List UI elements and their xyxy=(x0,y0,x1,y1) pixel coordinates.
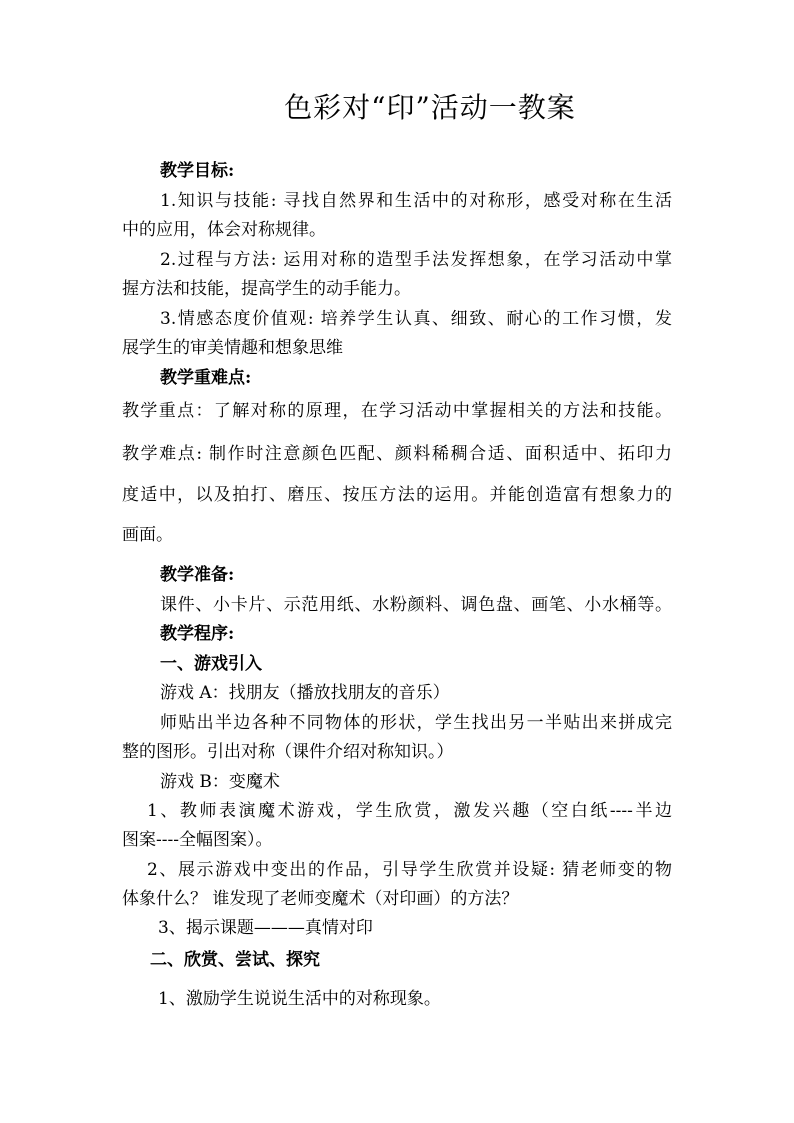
teaching-difficulty-line-3: 画面。 xyxy=(122,525,173,545)
objectives-heading: 教学目标: xyxy=(160,161,235,181)
step-1-line-2: 图案----全幅图案）。 xyxy=(122,830,273,850)
step-1-line-1: 1、教师表演魔术游戏，学生欣赏，激发兴趣（空白纸----半边 xyxy=(147,801,672,821)
teaching-difficulty-line-2: 度适中，以及拍打、磨压、按压方法的运用。并能创造富有想象力的 xyxy=(122,485,672,505)
objective-3-line-1: 3.情感态度价值观: 培养学生认真、细致、耐心的工作习惯，发 xyxy=(160,309,672,329)
objective-1-line-1: 1.知识与技能: 寻找自然界和生活中的对称形，感受对称在生活 xyxy=(160,191,672,211)
part-1-heading: 一、游戏引入 xyxy=(160,654,262,674)
step-2-line-2: 体象什么？ 谁发现了老师变魔术（对印画）的方法？ xyxy=(122,889,519,909)
document-title: 色彩对“印”活动一教案 xyxy=(284,91,576,124)
part-2-step-1: 1、激励学生说说生活中的对称现象。 xyxy=(158,989,441,1009)
objective-1-line-2: 中的应用，体会对称规律。 xyxy=(122,220,326,240)
part-2-heading: 二、欣赏、尝试、探究 xyxy=(150,950,320,970)
teaching-difficulty-line-1: 教学难点: 制作时注意颜色匹配、颜料稀稠合适、面积适中、拓印力 xyxy=(122,444,672,464)
preparation-content: 课件、小卡片、示范用纸、水粉颜料、调色盘、画笔、小水桶等。 xyxy=(160,595,672,615)
game-a-desc-line-2: 整的图形。引出对称（课件介绍对称知识。） xyxy=(122,742,454,762)
step-3: 3、揭示课题———真情对印 xyxy=(158,918,373,938)
objective-3-line-2: 展学生的审美情趣和想象思维 xyxy=(122,338,343,358)
objective-2-line-2: 握方法和技能，提高学生的动手能力。 xyxy=(122,279,411,299)
preparation-heading: 教学准备: xyxy=(160,565,235,585)
game-b: 游戏 B：变魔术 xyxy=(160,772,280,792)
procedure-heading: 教学程序: xyxy=(160,624,235,644)
step-2-line-1: 2、展示游戏中变出的作品，引导学生欣赏并设疑: 猜老师变的物 xyxy=(147,860,672,880)
game-a-desc-line-1: 师贴出半边各种不同物体的形状，学生找出另一半贴出来拼成完 xyxy=(160,713,672,733)
key-points-heading: 教学重难点: xyxy=(160,368,252,388)
game-a: 游戏 A：找朋友（播放找朋友的音乐） xyxy=(160,683,450,703)
teaching-focus: 教学重点：了解对称的原理，在学习活动中掌握相关的方法和技能。 xyxy=(122,401,672,421)
objective-2-line-1: 2.过程与方法: 运用对称的造型手法发挥想象，在学习活动中掌 xyxy=(160,250,672,270)
